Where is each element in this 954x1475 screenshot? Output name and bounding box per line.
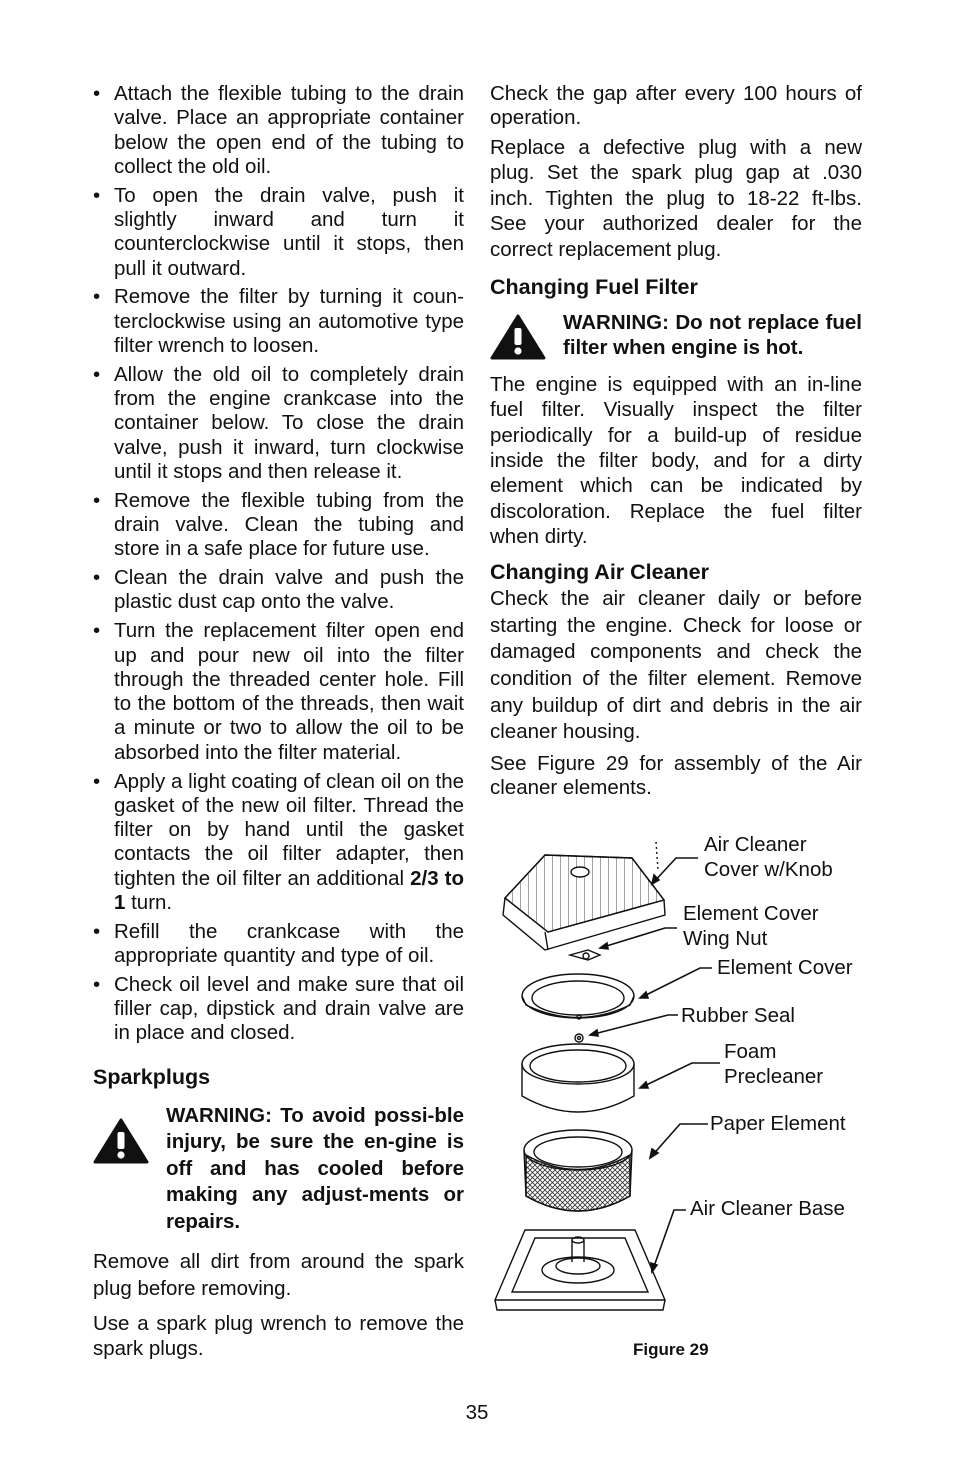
label-element-cover-wing-nut xyxy=(683,902,819,951)
list-item: • Check oil level and make sure that oil filler cap, dipstick and drain valve are in place and closed. xyxy=(93,973,464,1046)
warning-icon xyxy=(93,1117,149,1165)
rubber-seal-part xyxy=(575,1034,583,1042)
paragraph: Remove all dirt from around the spark plug before removing. xyxy=(93,1250,464,1301)
label-element-cover: Element Cover xyxy=(717,956,853,979)
page-number: 35 xyxy=(465,1401,489,1424)
list-item: • Clean the drain valve and push the plastic dust cap onto the valve. xyxy=(93,566,464,615)
sparkplugs-heading: Sparkplugs xyxy=(93,1064,211,1089)
warning-icon xyxy=(490,313,546,361)
label-paper-element: Paper Element xyxy=(710,1112,846,1135)
list-item: • Refill the crankcase with the appropriate quantity and type of oil. xyxy=(93,920,464,969)
air-cleaner-base-part xyxy=(495,1230,665,1310)
oil-change-steps xyxy=(93,82,464,1046)
left-column xyxy=(93,82,464,1361)
warning-text: WARNING: To avoid possi-ble injury, be sure the en-gine is off and has cooled before making any adjust-ments or repairs. xyxy=(166,1103,464,1233)
wing-nut-part xyxy=(570,950,600,960)
list-item: • Turn the replacement filter open end up and pour new oil into the filter through the threaded center hole. Fill to the bottom of the threads, then wait a minute or two to allow the oil to be absorbed into the filter material. xyxy=(93,619,464,765)
label-line: Precleaner xyxy=(724,1064,824,1088)
figure-caption: Figure 29 xyxy=(633,1340,709,1359)
right-column xyxy=(490,82,862,800)
warning-text: WARNING: Do not replace fuel filter when engine is hot. xyxy=(563,311,862,360)
list-item xyxy=(93,770,464,916)
label-line: Wing Nut xyxy=(683,926,768,950)
list-item: • Attach the flexible tubing to the drain valve. Place an appropriate container below the open end of the tubing to collect the old oil. xyxy=(93,82,464,179)
element-cover-part xyxy=(522,974,634,1019)
air-cleaner-cover-part xyxy=(503,842,665,950)
paragraph: Check the gap after every 100 hours of operation. xyxy=(490,82,862,130)
paragraph: See Figure 29 for assembly of the Air cleaner elements. xyxy=(490,751,862,800)
label-foam-precleaner xyxy=(724,1040,823,1089)
foam-precleaner-part xyxy=(522,1044,634,1112)
label-air-cleaner-base: Air Cleaner Base xyxy=(690,1197,845,1220)
fuel-filter-heading: Changing Fuel Filter xyxy=(490,275,698,300)
paragraph: Check the air cleaner daily or before starting the engine. Check for loose or damaged components and check the condition of the filter element. Remove any buildup of dirt and debris in the air cleaner housing. xyxy=(490,587,862,744)
label-line: Cover w/Knob xyxy=(704,857,833,881)
paragraph: Replace a defective plug with a new plug. Set the spark plug gap at .030 inch. Tighten the plug to 18-22 ft-lbs. See your authorized dealer for the correct replacement plug. xyxy=(490,135,862,261)
apply-text: Apply a light coating of clean oil on the gasket of the new oil filter. Thread the filter on by hand until the gasket contacts the oil filter adapter, then tighten the oil filter an additional xyxy=(114,769,464,890)
list-item: • Remove the filter by turning it coun-terclockwise using an automotive type filter wrench to loosen. xyxy=(93,285,464,358)
fuel-filter-warning xyxy=(490,310,862,361)
paper-element-part xyxy=(524,1130,632,1211)
list-item: • Remove the flexible tubing from the drain valve. Clean the tubing and store in a safe place for future use. xyxy=(93,489,464,562)
apply-turn-amount: 2/3 to 1 xyxy=(114,866,464,914)
sparkplugs-warning xyxy=(93,1103,464,1236)
label-line: Air Cleaner xyxy=(704,833,807,856)
list-item: • Allow the old oil to completely drain from the engine crankcase into the container below. To close the drain valve, push it inward, turn clockwise until it stops and then release it. xyxy=(93,363,464,484)
paragraph: The engine is equipped with an in-line fuel filter. Visually inspect the filter periodically for a build-up of residue inside the filter body, and for a dirty element which can be indicated by discoloration. Replace the fuel filter when dirty. xyxy=(490,373,862,548)
label-rubber-seal: Rubber Seal xyxy=(681,1004,795,1027)
paragraph: Use a spark plug wrench to remove the spark plugs. xyxy=(93,1312,464,1360)
label-line: Foam xyxy=(724,1040,777,1063)
apply-text-end: turn. xyxy=(125,891,173,914)
label-line: Element Cover xyxy=(683,902,819,925)
list-item: • To open the drain valve, push it slightly inward and turn it counterclockwise until it stops, then pull it outward. xyxy=(93,184,464,281)
label-air-cleaner-cover xyxy=(704,833,833,882)
air-cleaner-heading: Changing Air Cleaner xyxy=(490,560,710,585)
